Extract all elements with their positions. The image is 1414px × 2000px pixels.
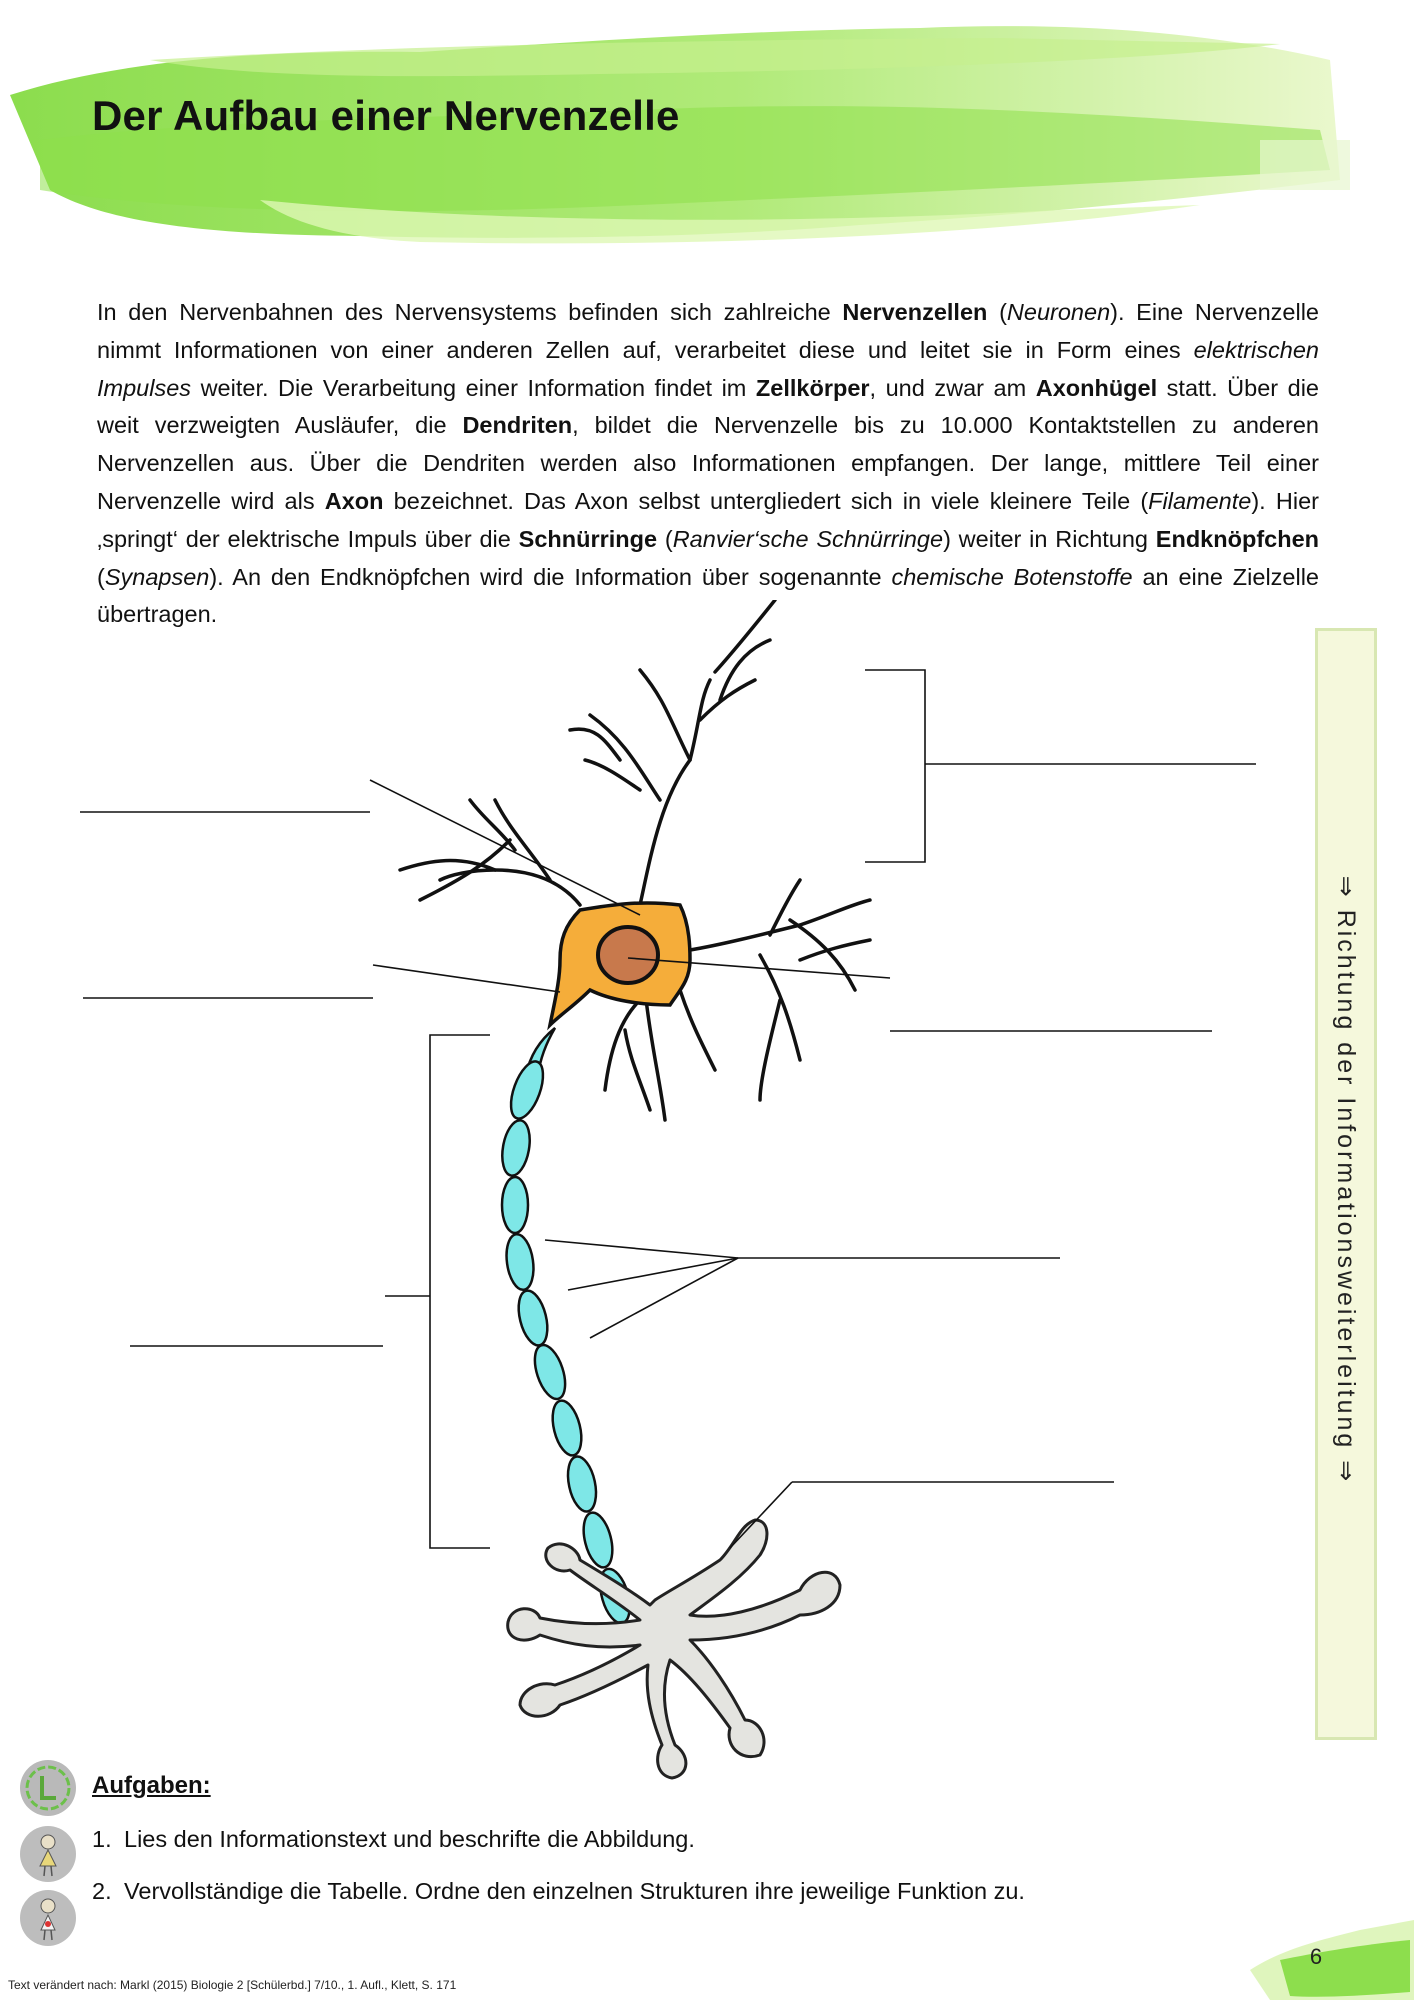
- axon-terminal: [508, 1520, 840, 1778]
- term-dendriten: Dendriten: [462, 412, 573, 439]
- page-title: Der Aufbau einer Nervenzelle: [92, 92, 680, 139]
- direction-label: ⇒ Richtung der Informationsweiterleitung ⇒: [1332, 875, 1360, 1485]
- dendrites: [400, 600, 870, 1120]
- axon: [498, 1028, 658, 1628]
- child-figure-icon: [18, 1824, 78, 1884]
- task-item: 2. Vervollständige die Tabelle. Ordne den einzelnen Strukturen ihre jeweilige Funktion zu.: [92, 1878, 1025, 1904]
- intro-paragraph: In den Nervenbahnen des Nervensystems befinden sich zahlreiche Nervenzellen (Neuronen). Eine Nervenzelle nimmt Informationen von einer anderen Zellen auf, verarbeitet diese und leitet sie in Form eines elektrischen Impulses weiter. Die Verarbeitung einer Information findet im Zellkörper, und zwar am Axonhügel statt. Über die weit verzweigten Ausläufer, die Dendriten, bildet die Nervenzelle bis zu 10.000 Kontaktstellen zu anderen Nervenzellen aus. Über die Dendriten werden also Informationen empfangen. Der lange, mittlere Teil einer Nervenzelle wird als Axon bezeichnet. Das Axon selbst untergliedert sich in viele kleinere Teile (Filamente). Hier ‚springt‘ der elektrische Impuls über die Schnürringe (Ranvier‘sche Schnürringe) weiter in Richtung Endknöpfchen (Synapsen). An den Endknöpfchen wird die Information über sogenannte chemische Botenstoffe an eine Zielzelle übertragen.: [97, 299, 1319, 628]
- neuron-diagram: [0, 600, 1414, 1780]
- source-footnote: Text verändert nach: Markl (2015) Biologie 2 [Schülerbd.] 7/10., 1. Aufl., Klett, S. 171: [8, 1978, 457, 1992]
- term-axon: Axon: [324, 487, 384, 514]
- page-number: 6: [1309, 1944, 1323, 1969]
- term-nervenzellen: Nervenzellen: [842, 299, 988, 325]
- level-badge-icon: [18, 1758, 78, 1818]
- task-item: 1. Lies den Informationstext und beschrifte die Abbildung.: [92, 1826, 695, 1852]
- nucleus: [598, 927, 658, 983]
- child-figure-icon: [18, 1888, 78, 1948]
- term-zellkoerper: Zellkörper: [755, 374, 870, 401]
- term-axonhuegel: Axonhügel: [1035, 374, 1158, 401]
- tasks-heading: Aufgaben:: [92, 1772, 211, 1799]
- term-endknoepfchen: Endknöpfchen: [1155, 525, 1319, 552]
- term-schnuerringe: Schnürringe: [518, 525, 658, 552]
